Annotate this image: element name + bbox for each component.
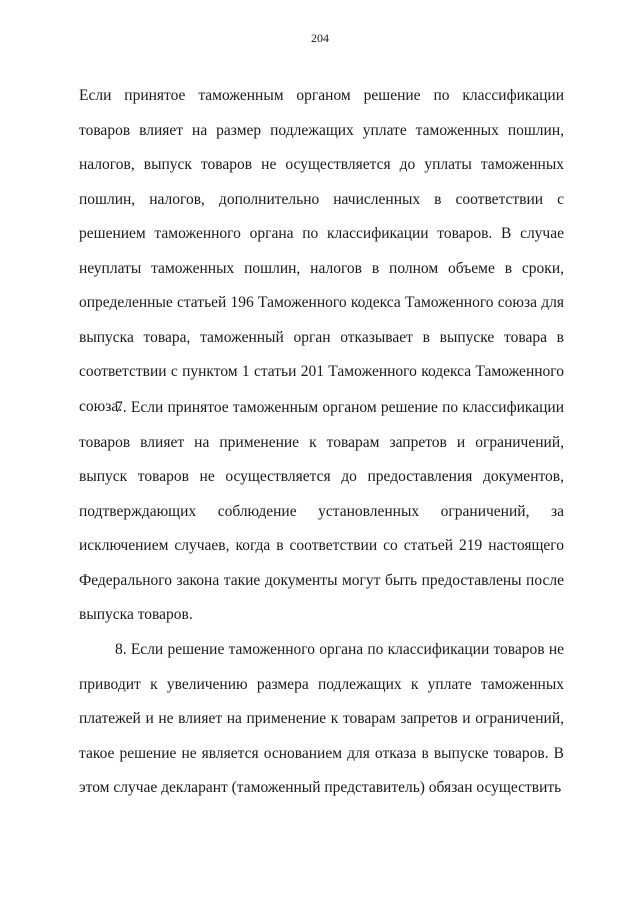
page-number: 204 bbox=[311, 31, 329, 45]
paragraph-item-8: 8. Если решение таможенного органа по классификации товаров не приводит к увеличению размера подлежащих к уплате таможенных платежей и не влияет на применение к товарам запретов и ограничений, такое решение не является основанием для отказа в выпуске товаров. В этом случае декларант (таможенный представитель) обязан осуществить bbox=[79, 641, 564, 796]
paragraph-continuation: Если принятое таможенным органом решение по классификации товаров влияет на размер подлежащих уплате таможенных пошлин, налогов, выпуск товаров не осуществляется до уплаты таможенных пошлин, налогов, дополнительно начисленных в соответствии с решением таможенного органа по классификации товаров. В случае неуплаты таможенных пошлин, налогов в полном объеме в сроки, определенные статьей 196 Таможенного кодекса Таможенного союза для выпуска товара, таможенный орган отказывает в выпуске товара в соответствии с пунктом 1 статьи 201 Таможенного кодекса Таможенного союза. bbox=[79, 87, 564, 415]
paragraph-item-7: 7. Если принятое таможенным органом решение по классификации товаров влияет на применение к товарам запретов и ограничений, выпуск товаров не осуществляется до предоставления документов, подтверждающих соблюдение установленных ограничений, за исключением случаев, когда в соответствии со статьей 219 настоящего Федерального закона такие документы могут быть предоставлены после выпуска товаров. bbox=[79, 399, 564, 623]
